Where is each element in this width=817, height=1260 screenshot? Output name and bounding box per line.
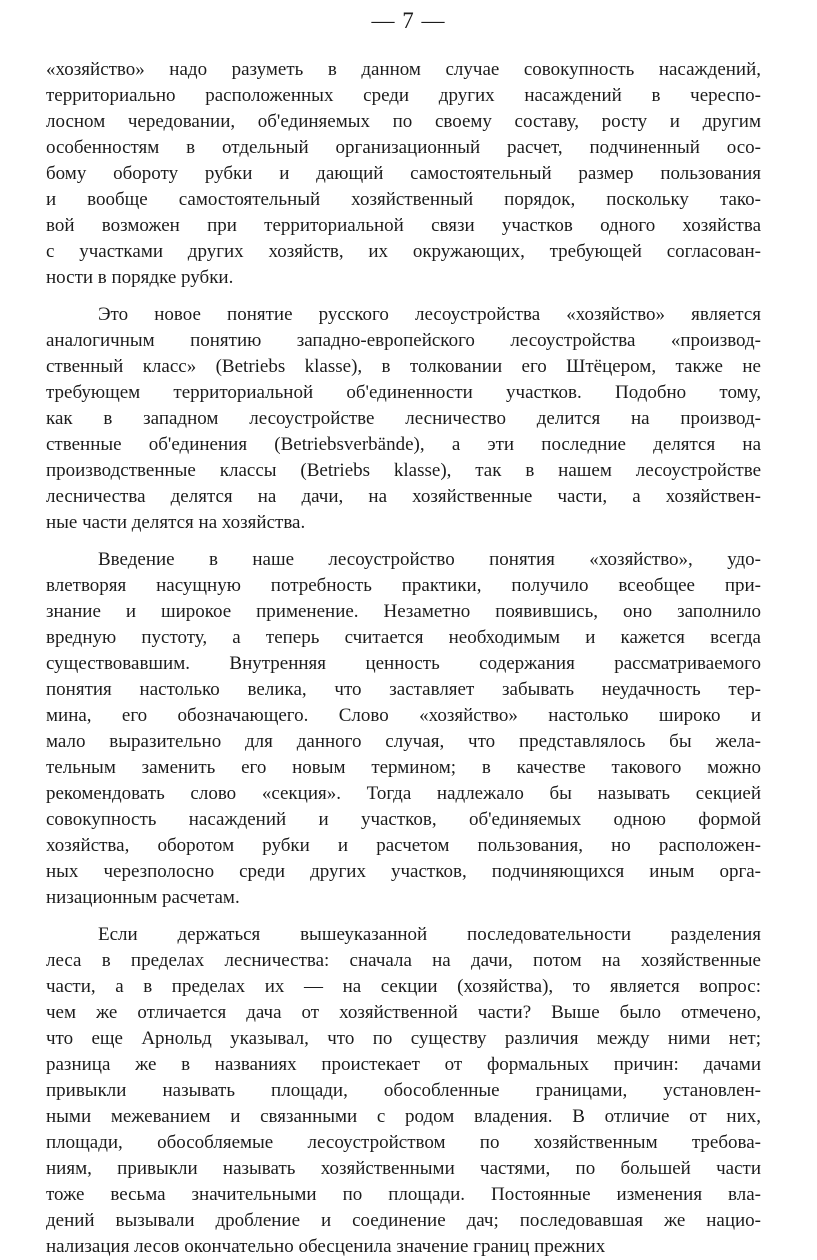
text-line: производственные классы (Betriebs klasse), так в нашем лесоустройстве [46,460,761,481]
text-line: мало выразительно для данного случая, что представлялось бы жела- [46,731,761,752]
text-line: тоже весьма значительными по площади. Постоянные изменения вла- [46,1184,761,1205]
paragraph [46,302,761,536]
text-line: ные части делятся на хозяйства. [46,512,306,533]
text-line: аналогичным понятию западно-европейского лесоустройства «производ- [46,330,761,351]
text-line: требующем территориальной об'единенности участков. Подобно тому, [46,382,761,403]
text-line: хозяйства, оборотом рубки и расчетом пользования, но расположен- [46,835,761,856]
text-line: лесничества делятся на дачи, на хозяйственные части, а хозяйствен- [46,486,761,507]
text-line: тельным заменить его новым термином; в качестве такового можно [46,757,761,778]
text-line: леса в пределах лесничества: сначала на дачи, потом на хозяйственные [46,950,761,971]
text-line: Это новое понятие русского лесоустройства «хозяйство» является [98,304,761,325]
text-line: особенностям в отдельный организационный расчет, подчиненный осо- [46,137,761,158]
paragraph-gap [46,911,761,922]
text-line: и вообще самостоятельный хозяйственный порядок, поскольку тако- [46,189,761,210]
text-line: нализация лесов окончательно обесценила значение границ прежних [46,1236,606,1257]
text-line: ных черезполосно среди других участков, подчиняющихся иным орга- [46,861,761,882]
paragraph-gap [46,291,761,302]
text-line: чем же отличается дача от хозяйственной части? Выше было отмечено, [46,1002,761,1023]
text-line: Если держаться вышеуказанной последовательности разделения [98,924,761,945]
text-line: с участками других хозяйств, их окружающих, требующей согласован- [46,241,761,262]
text-line: знание и широкое применение. Незаметно появившись, оно заполнило [46,601,761,622]
text-line: низационным расчетам. [46,887,240,908]
text-line: вредную пустоту, а теперь считается необходимым и кажется всегда [46,627,761,648]
text-line: Введение в наше лесоустройство понятия «хозяйство», удо- [98,549,761,570]
text-line: ными межеванием и связанными с родом владения. В отличие от них, [46,1106,761,1127]
text-line: привыкли называть площади, обособленные границами, установлен- [46,1080,761,1101]
text-line: совокупность насаждений и участков, об'единяемых одною формой [46,809,761,830]
page-number-header: — 7 — [371,8,446,33]
text-line: мина, его обозначающего. Слово «хозяйство» настолько широко и [46,705,761,726]
text-line: бому обороту рубки и дающий самостоятельный размер пользования [46,163,761,184]
text-line: влетворяя насущную потребность практики, получило всеобщее при- [46,575,761,596]
paragraph [46,547,761,911]
text-line: ности в порядке рубки. [46,267,234,288]
body-text [46,57,761,1260]
text-line: дений вызывали дробление и соединение дач; последовавшая же нацио- [46,1210,761,1231]
text-line: существовавшим. Внутренняя ценность содержания рассматриваемого [46,653,761,674]
text-line: лосном чередовании, об'единяемых по своему составу, росту и другим [46,111,761,132]
text-line: вой возможен при территориальной связи участков одного хозяйства [46,215,761,236]
text-line: части, а в пределах их — на секции (хозяйства), то является вопрос: [46,976,761,997]
paragraph [46,922,761,1260]
text-line: площади, обособляемые лесоустройством по хозяйственным требова- [46,1132,761,1153]
text-line: «хозяйство» надо разуметь в данном случае совокупность насаждений, [46,59,761,80]
paragraph-gap [46,536,761,547]
text-line: территориально расположенных среди других насаждений в череспо- [46,85,761,106]
text-line: рекомендовать слово «секция». Тогда надлежало бы называть секцией [46,783,761,804]
text-line: ниям, привыкли называть хозяйственными частями, по большей части [46,1158,761,1179]
text-line: ственный класс» (Betriebs klasse), в толковании его Штёцером, также не [46,356,761,377]
text-line: что еще Арнольд указывал, что по существу различия между ними нет; [46,1028,761,1049]
text-line: ственные об'единения (Betriebsverbände), а эти последние делятся на [46,434,761,455]
paragraph [46,57,761,291]
text-line: понятия настолько велика, что заставляет забывать неудачность тер- [46,679,761,700]
text-line: как в западном лесоустройстве лесничество делится на производ- [46,408,761,429]
text-line: разница же в названиях проистекает от формальных причин: дачами [46,1054,761,1075]
